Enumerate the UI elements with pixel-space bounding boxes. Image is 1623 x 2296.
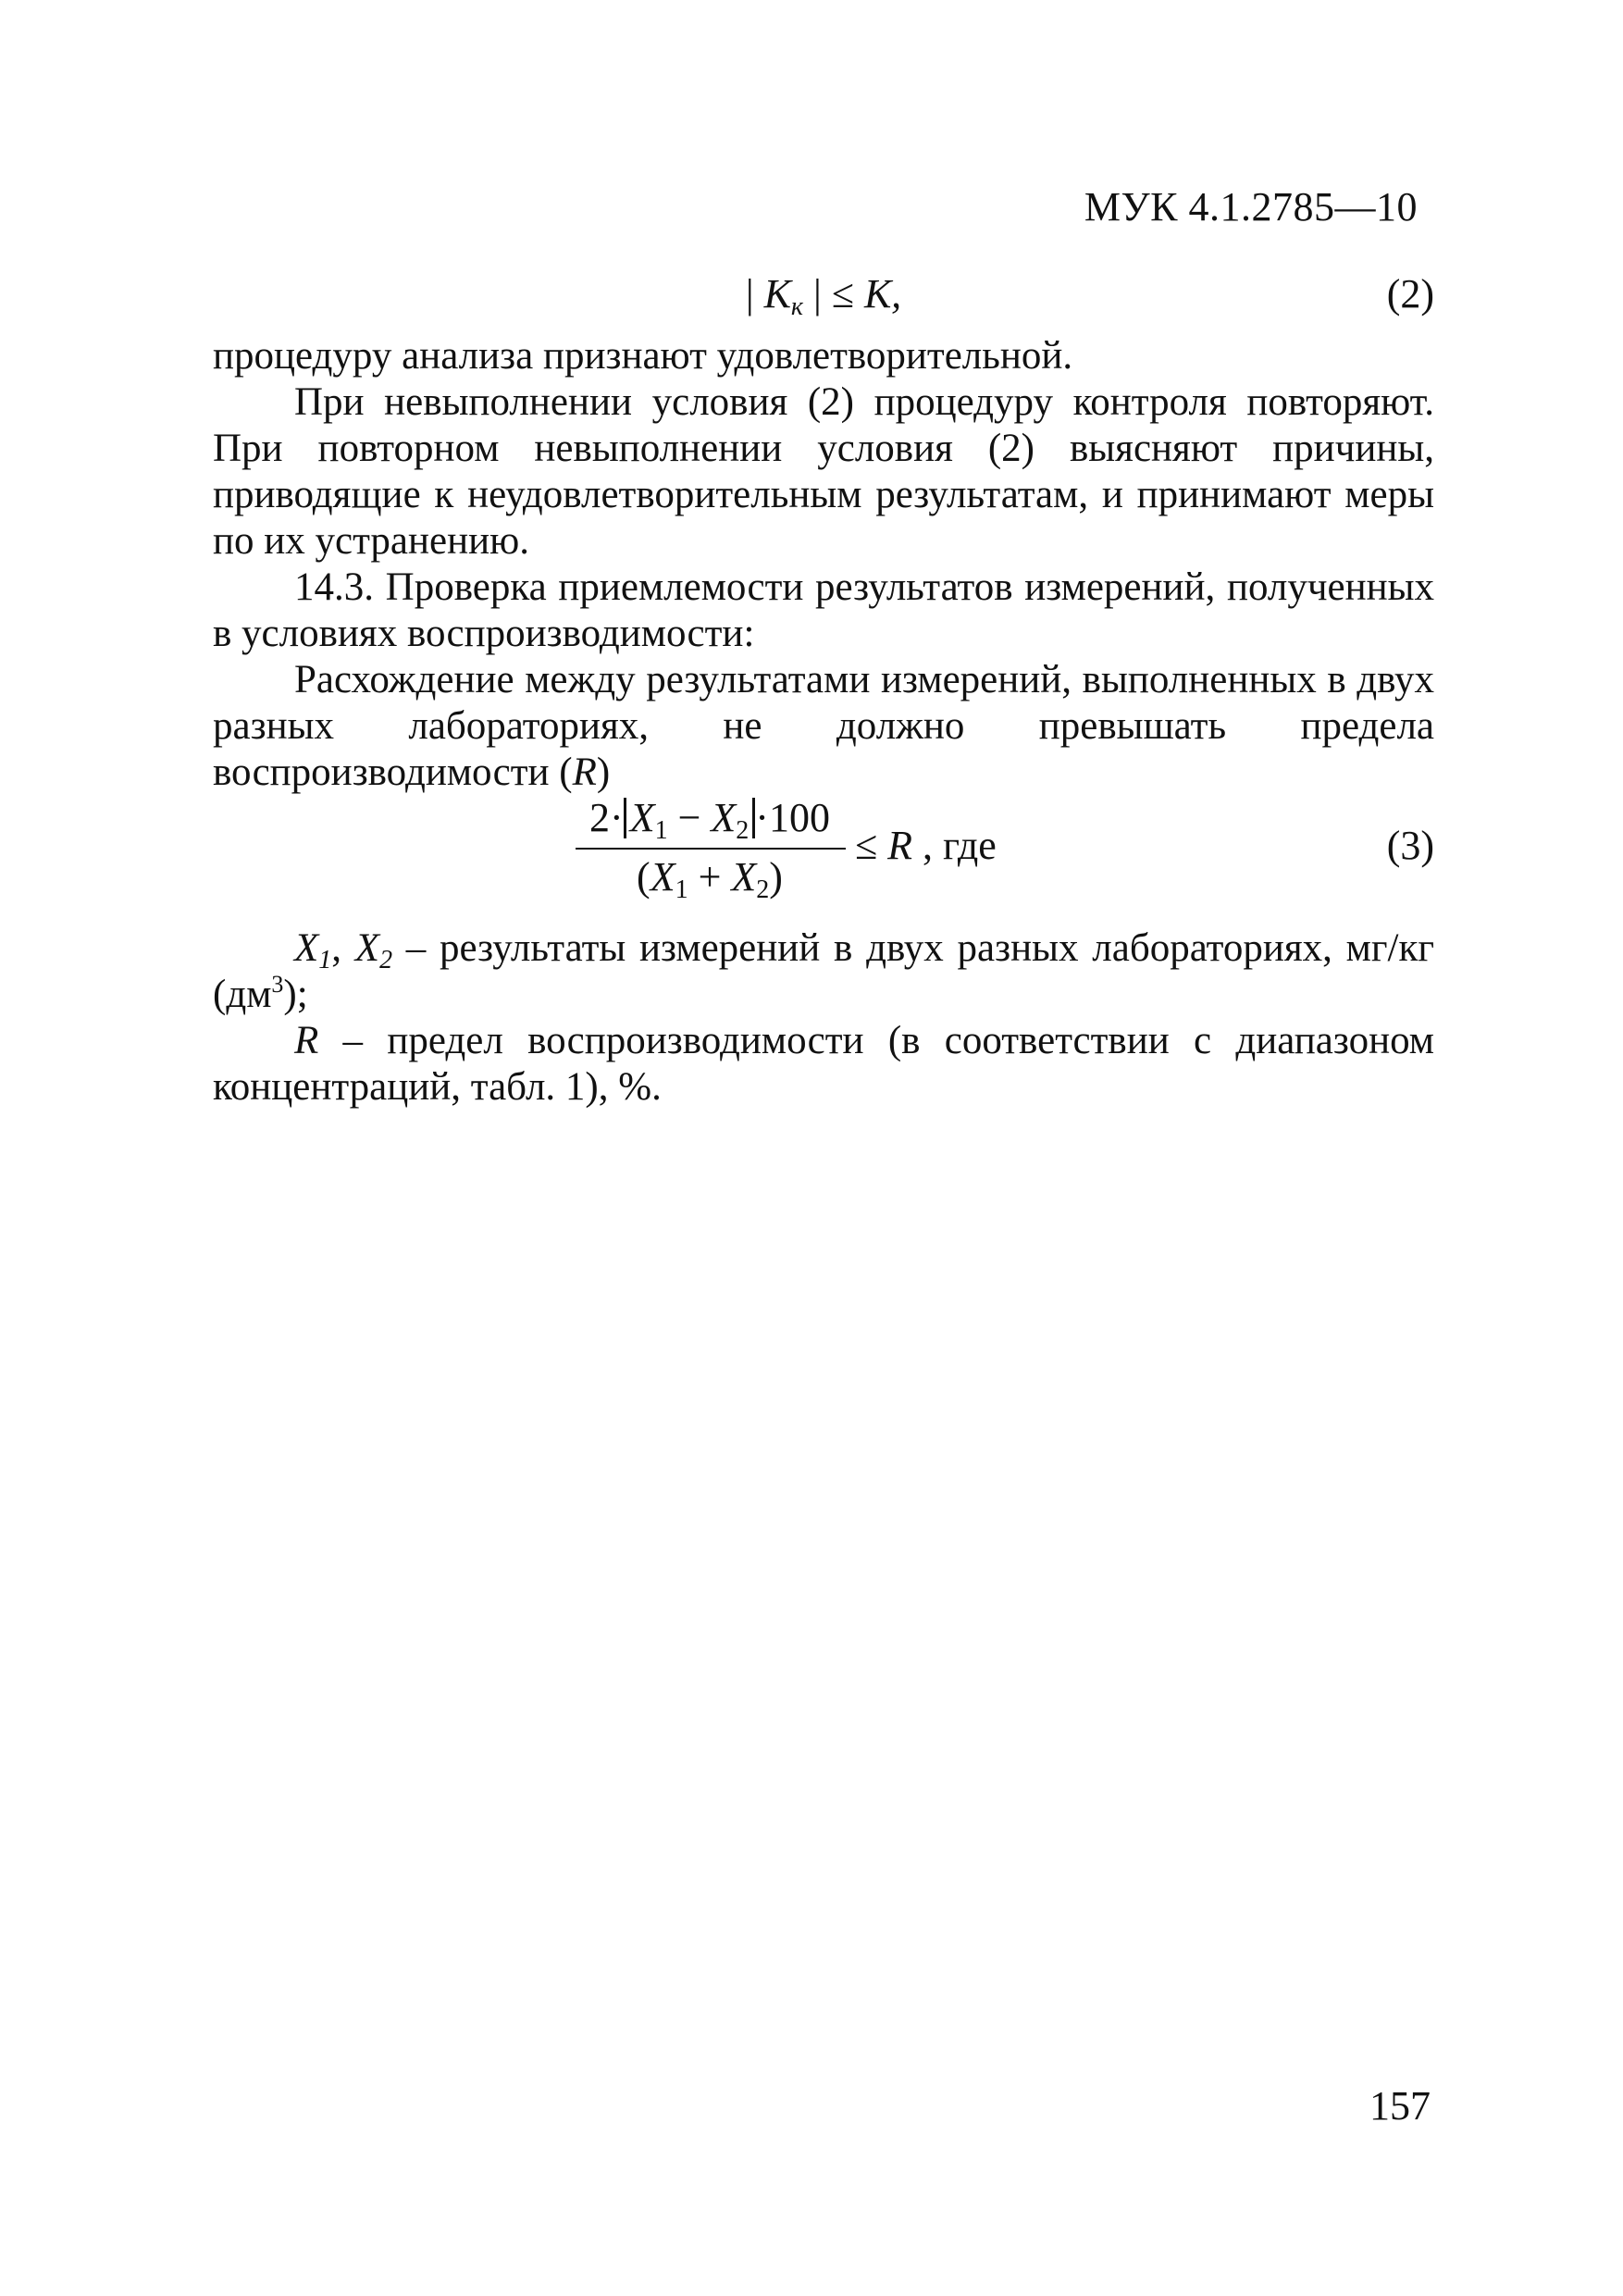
paragraph-1: процедуру анализа признают удовлетворительной. [213,334,1073,378]
definition-r-text: – предел воспроизводимости (в соответствии с диапазоном концентраций, табл. 1), %. [213,1019,1434,1109]
definition-x1-x2 [213,925,1434,1018]
formula-3-num-x2: X [711,795,737,840]
formula-3-num-minus: − [667,795,712,840]
formula-2-sub-k: к [790,292,803,321]
formula-3-den-x1-sub: 1 [675,875,688,904]
formula-3-num-x1: X [629,795,655,840]
paragraph-4-var-r: R [572,751,597,794]
formula-3-abs [624,795,756,845]
formula-3-num-x1-sub: 1 [654,816,668,845]
formula-3-fraction-bar [576,848,846,850]
body-text-definitions [213,925,1434,1111]
paragraph-3: 14.3. Проверка приемлемости результатов измерений, полученных в условиях воспроизводимости: [213,565,1434,655]
formula-3-den-close: ) [769,854,783,900]
formula-3-den-open: ( [637,854,650,900]
document-header-id: МУК 4.1.2785—10 [1084,184,1418,230]
formula-2-abs-open: | [745,271,754,316]
formula-3-num-prefix: 2· [589,795,624,840]
formula-3-rhs-var: R [887,823,913,868]
formula-2-abs-close: | [812,271,822,316]
formula-3-den-plus: + [688,854,732,900]
formula-3-rhs-relation: ≤ [855,823,888,868]
paragraph-4 [213,657,1434,796]
formula-2-var-k: К [763,271,791,316]
definition-r-var: R [294,1019,319,1062]
definition-x1-sub: 1 [318,946,332,974]
definition-x-text: – результаты измерений в двух разных лабораториях, мг/кг (дм [213,926,1435,1016]
formula-2-rhs: К, [863,271,902,316]
definition-x1: X [294,926,319,970]
page-number: 157 [1369,2083,1431,2128]
paragraph-4-text-a: Расхождение между результатами измерений, выполненных в двух разных лабораториях, не должно превышать предела воспроизводимости ( [213,658,1434,794]
definition-x2-sub: 2 [379,946,393,974]
formula-2-number: (2) [1386,271,1434,316]
formula-3-num-suffix: ·100 [755,795,830,840]
formula-3-num-x2-sub: 2 [736,816,750,845]
formula-2 [213,270,1434,321]
formula-3-numerator [576,794,844,845]
formula-3-rhs [855,822,997,869]
formula-3-den-x1: X [650,854,675,900]
formula-3-den-x2: X [731,854,757,900]
formula-3-fraction [576,794,1075,905]
definition-r [213,1018,1434,1111]
formula-3-den-x2-sub: 2 [756,875,770,904]
definition-superscript: 3 [271,971,284,998]
paragraph-4-text-b: ) [596,751,611,794]
formula-3 [213,794,1434,914]
body-text-top [213,333,1434,796]
formula-3-number: (3) [1386,823,1434,868]
definition-x-end: ); [283,973,308,1016]
paragraph-2: При невыполнении условия (2) процедуру контроля повторяют. При повторном невыполнении условия (2) выясняют причины, приводящие к неудовлетворительным результатам, и принимают меры по их устранению. [213,380,1434,563]
definition-x2: X [354,926,380,970]
definition-separator: , [331,926,355,970]
formula-2-expression [213,270,1434,321]
formula-3-rhs-suffix: , где [912,823,997,868]
formula-2-relation: ≤ [831,271,854,316]
formula-3-denominator [576,853,844,904]
